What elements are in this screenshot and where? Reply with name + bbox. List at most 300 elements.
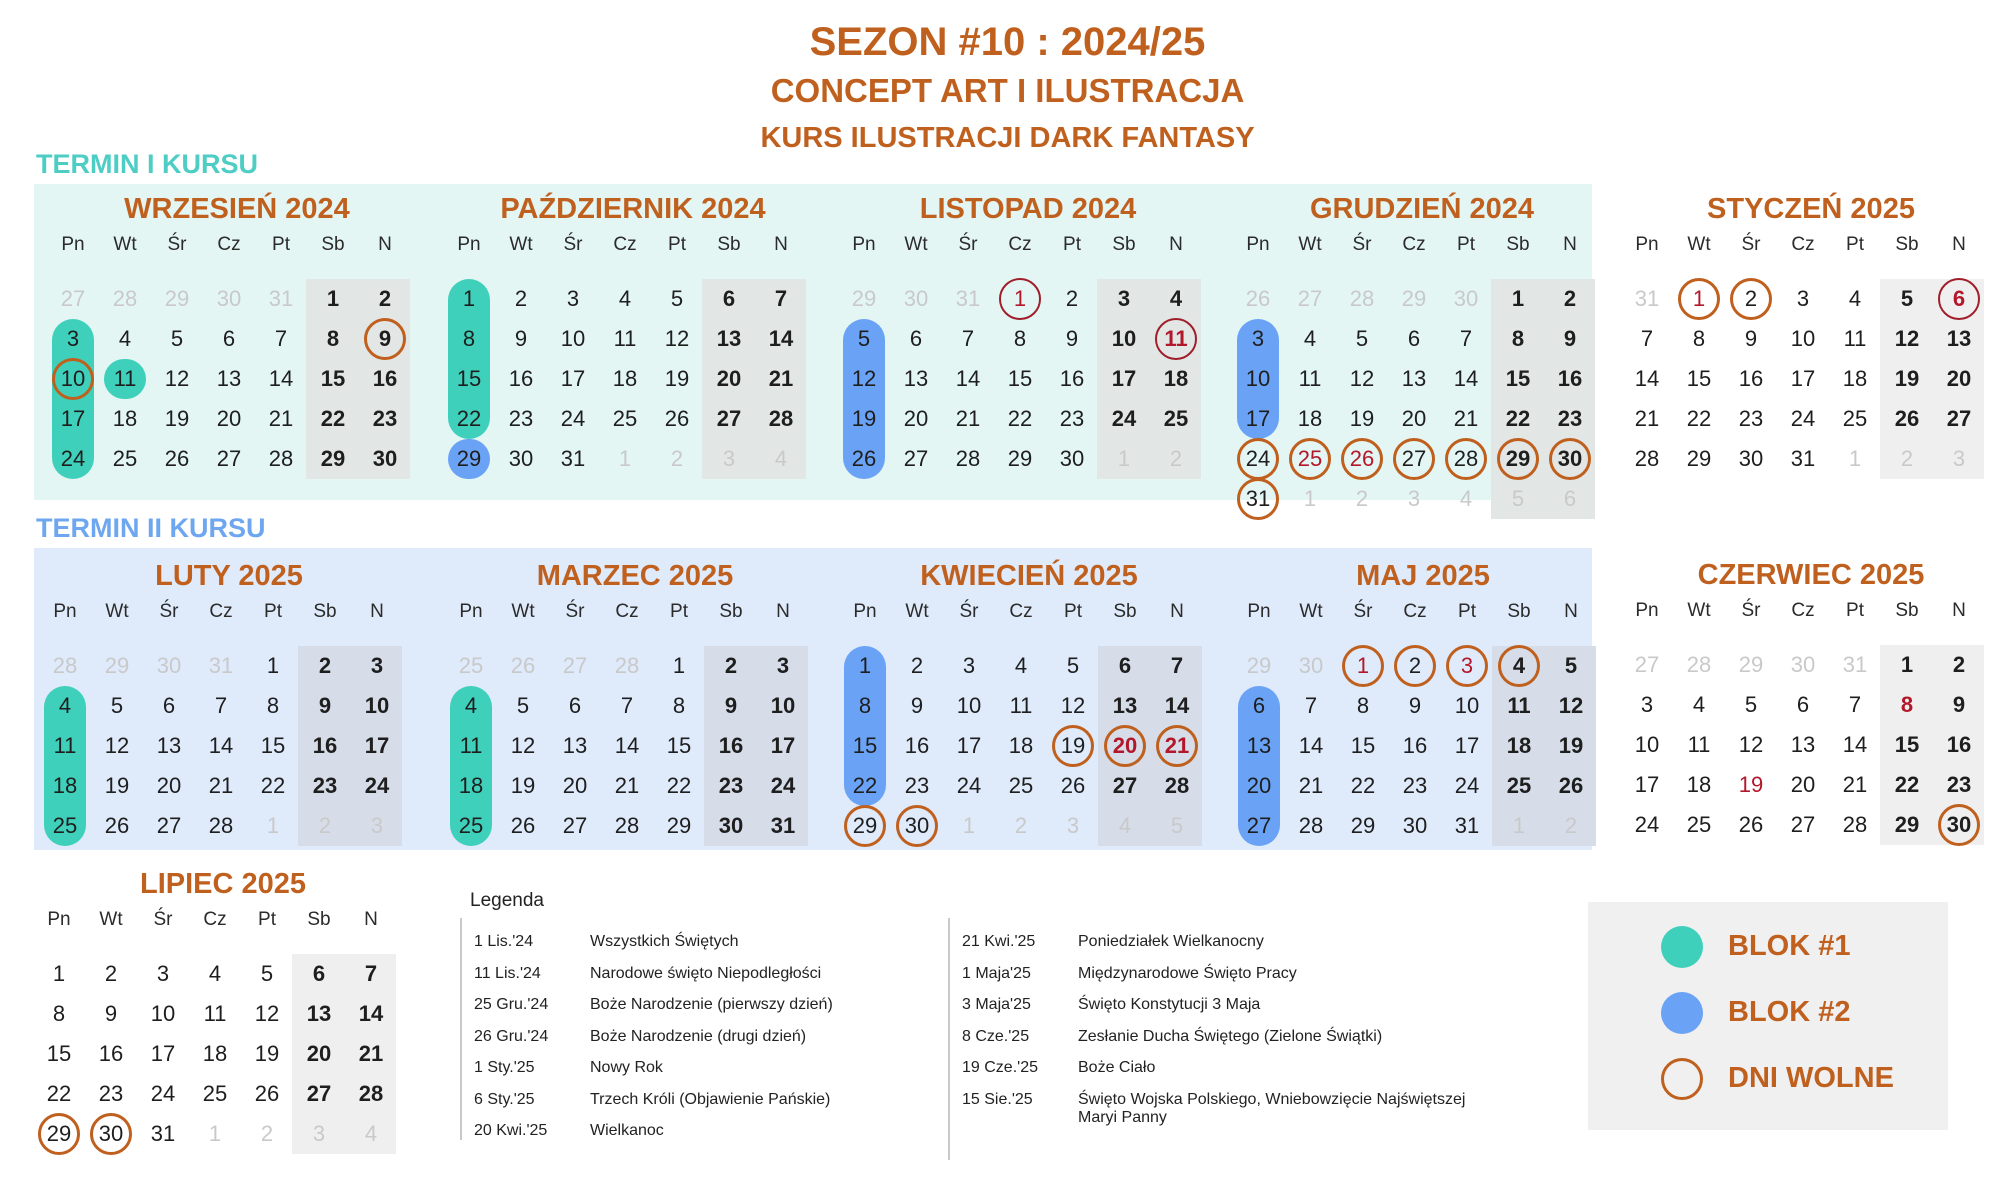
- day-number: 20: [716, 366, 742, 391]
- day-number: 1: [1013, 286, 1027, 311]
- day-number: 20: [1246, 773, 1272, 798]
- day-number: 28: [1164, 773, 1190, 798]
- subtitle: CONCEPT ART I ILUSTRACJA: [770, 72, 1245, 109]
- day-number: 20: [216, 406, 242, 431]
- day-number: 19: [851, 406, 877, 431]
- day-number: 23: [1738, 406, 1764, 431]
- day-outside: 30: [1790, 652, 1816, 677]
- day-number: 5: [260, 961, 274, 986]
- day-number: 26: [1558, 773, 1584, 798]
- day-number: 3: [156, 961, 170, 986]
- day-number: 30: [1402, 813, 1428, 838]
- legend-row: [474, 993, 994, 1017]
- legend-row: [962, 962, 1482, 986]
- day-number: 12: [851, 366, 877, 391]
- day-number: 26: [104, 813, 130, 838]
- weekday-header: Pt: [1846, 234, 1864, 255]
- day-number: 14: [768, 326, 794, 351]
- day-number: 23: [98, 1081, 124, 1106]
- day-number: 6: [568, 693, 582, 718]
- day-number: 18: [1686, 772, 1712, 797]
- free-day-ring: [364, 318, 406, 360]
- day-number: 28: [1842, 812, 1868, 837]
- day-number: 16: [312, 733, 338, 758]
- day-number: 16: [1738, 366, 1764, 391]
- weekday-header: Cz: [1008, 234, 1032, 255]
- course-title: KURS ILUSTRACJI DARK FANTASY: [760, 122, 1255, 154]
- day-number: 14: [955, 366, 981, 391]
- day-number: 4: [1512, 653, 1526, 678]
- day-number: 24: [60, 446, 86, 471]
- weekday-header: Pt: [258, 909, 276, 930]
- free-day-ring: [1393, 438, 1435, 480]
- day-number: 15: [1894, 732, 1920, 757]
- legend-name: Narodowe święto Niepodległości: [590, 964, 822, 982]
- day-number: 30: [372, 446, 398, 471]
- day-number: 21: [208, 773, 234, 798]
- day-number: 5: [1900, 286, 1914, 311]
- day-number: 8: [1013, 326, 1027, 351]
- day-number: 6: [1252, 693, 1266, 718]
- weekday-header: Cz: [615, 601, 639, 622]
- day-number: 3: [1251, 326, 1265, 351]
- legend-row: [962, 993, 1482, 1017]
- day-number: 26: [510, 813, 536, 838]
- day-outside: 1: [1512, 813, 1526, 838]
- day-number: 31: [560, 446, 586, 471]
- free-day-ring: [1342, 645, 1384, 687]
- day-number: 25: [1686, 812, 1712, 837]
- free-day-ring: [896, 805, 938, 847]
- day-number: 29: [456, 446, 482, 471]
- day-number: 10: [150, 1001, 176, 1026]
- day-number: 20: [562, 773, 588, 798]
- legend-date: 3 Maja'25: [962, 996, 1031, 1013]
- day-number: 13: [1401, 366, 1427, 391]
- day-number: 19: [510, 773, 536, 798]
- weekday-header: Śr: [958, 234, 978, 255]
- day-number: 27: [306, 1081, 332, 1106]
- day-number: 20: [156, 773, 182, 798]
- weekday-header: N: [1170, 601, 1184, 622]
- day-number: 6: [1952, 286, 1966, 311]
- day-outside: 26: [1245, 286, 1271, 311]
- weekday-header: Pt: [264, 601, 282, 622]
- day-number: 18: [458, 773, 484, 798]
- day-number: 17: [956, 733, 982, 758]
- day-number: 30: [98, 1121, 124, 1146]
- day-number: 10: [956, 693, 982, 718]
- day-number: 9: [104, 1001, 118, 1026]
- day-number: 18: [1842, 366, 1868, 391]
- day-number: 2: [1744, 286, 1758, 311]
- legend-date: 15 Sie.'25: [962, 1090, 1033, 1108]
- weekday-header: Pn: [852, 234, 876, 255]
- day-outside: 2: [1900, 446, 1914, 471]
- day-number: 11: [1507, 693, 1531, 718]
- legend-name: Zesłanie Ducha Świętego (Zielone Świątki): [1078, 1027, 1383, 1045]
- free-day-ring: [38, 1113, 80, 1155]
- free-day-ring: [1445, 438, 1487, 480]
- day-outside: 27: [1297, 286, 1323, 311]
- weekday-header: Cz: [613, 234, 637, 255]
- weekday-header: Śr: [167, 234, 187, 255]
- day-number: 30: [1738, 446, 1764, 471]
- term2-label: TERMIN II KURSU: [36, 513, 266, 543]
- day-number: 17: [364, 733, 390, 758]
- day-outside: 30: [156, 653, 182, 678]
- day-number: 25: [612, 406, 638, 431]
- day-number: 11: [1843, 326, 1867, 351]
- day-number: 5: [857, 326, 871, 351]
- day-outside: 5: [1170, 813, 1184, 838]
- day-number: 8: [462, 326, 476, 351]
- day-number: 11: [613, 326, 637, 351]
- free-day-ring: [1730, 278, 1772, 320]
- day-number: 23: [1557, 406, 1583, 431]
- holiday-ring: [1155, 318, 1197, 360]
- month-2: [839, 193, 1217, 513]
- month-3: [1233, 193, 1611, 513]
- day-number: 28: [1298, 813, 1324, 838]
- day-outside: 27: [1634, 652, 1660, 677]
- day-number: 16: [98, 1041, 124, 1066]
- day-number: 8: [1511, 326, 1525, 351]
- day-number: 23: [904, 773, 930, 798]
- day-number: 3: [1640, 692, 1654, 717]
- day-number: 13: [1790, 732, 1816, 757]
- weekday-header: Śr: [565, 601, 585, 622]
- day-number: 7: [1640, 326, 1654, 351]
- day-number: 6: [1796, 692, 1810, 717]
- day-number: 3: [1460, 653, 1474, 678]
- day-outside: 28: [1686, 652, 1712, 677]
- day-number: 14: [358, 1001, 384, 1026]
- weekday-header: Sb: [1507, 601, 1531, 622]
- day-number: 23: [718, 773, 744, 798]
- day-number: 27: [1946, 406, 1972, 431]
- day-number: 23: [312, 773, 338, 798]
- weekday-header: Pn: [53, 601, 77, 622]
- legend-name: Święto Konstytucji 3 Maja: [1078, 996, 1261, 1013]
- weekday-header: N: [370, 601, 384, 622]
- day-number: 10: [364, 693, 390, 718]
- weekday-header: N: [1563, 234, 1577, 255]
- legend-row: [474, 1088, 994, 1112]
- day-number: 24: [1634, 812, 1660, 837]
- weekday-header: Wt: [511, 601, 535, 622]
- day-number: 15: [46, 1041, 72, 1066]
- day-number: 4: [1848, 286, 1862, 311]
- day-number: 5: [670, 286, 684, 311]
- legend-name: Wielkanoc: [590, 1122, 664, 1139]
- day-number: 23: [1946, 772, 1972, 797]
- day-number: 21: [1842, 772, 1868, 797]
- day-number: 9: [1408, 693, 1422, 718]
- day-number: 27: [903, 446, 929, 471]
- day-number: 6: [312, 961, 326, 986]
- month-4: [1622, 193, 2000, 513]
- day-number: 9: [1744, 326, 1758, 351]
- weekday-header: Pt: [668, 234, 686, 255]
- legend-name: Boże Ciało: [1078, 1059, 1156, 1076]
- day-outside: 31: [1634, 286, 1660, 311]
- free-day-ring: [52, 358, 94, 400]
- day-outside: 29: [104, 653, 130, 678]
- day-number: 17: [1245, 406, 1271, 431]
- day-outside: 5: [1511, 486, 1525, 511]
- day-number: 21: [1164, 733, 1190, 758]
- day-number: 19: [164, 406, 190, 431]
- day-number: 19: [1738, 772, 1764, 797]
- day-outside: 30: [1453, 286, 1479, 311]
- day-number: 7: [1170, 653, 1184, 678]
- legend-name: Wszystkich Świętych: [590, 933, 739, 950]
- month-title: PAŹDZIERNIK 2024: [500, 193, 766, 225]
- day-number: 24: [1245, 446, 1271, 471]
- day-number: 29: [1894, 812, 1920, 837]
- free-day-ring: [1156, 725, 1198, 767]
- weekday-header: N: [1952, 600, 1966, 621]
- day-number: 11: [1298, 366, 1322, 391]
- day-number: 7: [274, 326, 288, 351]
- day-number: 3: [776, 653, 790, 678]
- day-number: 29: [1007, 446, 1033, 471]
- day-number: 18: [612, 366, 638, 391]
- weekday-header: N: [776, 601, 790, 622]
- day-number: 19: [1349, 406, 1375, 431]
- month-1: [444, 193, 822, 513]
- day-number: 22: [320, 406, 346, 431]
- day-number: 21: [955, 406, 981, 431]
- day-number: 15: [260, 733, 286, 758]
- day-number: 18: [52, 773, 78, 798]
- day-number: 10: [560, 326, 586, 351]
- day-outside: 29: [1246, 653, 1272, 678]
- day-number: 11: [459, 733, 483, 758]
- weekday-header: Śr: [1352, 234, 1372, 255]
- weekday-header: Pn: [1635, 234, 1659, 255]
- day-outside: 3: [1066, 813, 1080, 838]
- day-number: 22: [1505, 406, 1531, 431]
- day-number: 17: [60, 406, 86, 431]
- day-number: 26: [1894, 406, 1920, 431]
- free-day-ring: [1237, 478, 1279, 520]
- day-number: 21: [614, 773, 640, 798]
- day-outside: 2: [1355, 486, 1369, 511]
- month-title: LISTOPAD 2024: [919, 193, 1137, 225]
- day-number: 16: [508, 366, 534, 391]
- day-number: 17: [770, 733, 796, 758]
- day-number: 19: [1894, 366, 1920, 391]
- day-number: 25: [52, 813, 78, 838]
- day-number: 26: [664, 406, 690, 431]
- day-number: 16: [1059, 366, 1085, 391]
- day-number: 8: [1356, 693, 1370, 718]
- day-number: 11: [113, 366, 137, 391]
- day-number: 30: [904, 813, 930, 838]
- day-number: 16: [1946, 732, 1972, 757]
- day-number: 10: [1454, 693, 1480, 718]
- day-number: 14: [1164, 693, 1190, 718]
- weekday-header: Cz: [1791, 234, 1815, 255]
- day-number: 7: [774, 286, 788, 311]
- day-number: 25: [1163, 406, 1189, 431]
- day-number: 28: [1634, 446, 1660, 471]
- day-number: 20: [1790, 772, 1816, 797]
- day-number: 3: [370, 653, 384, 678]
- day-number: 10: [1111, 326, 1137, 351]
- weekday-header: Pn: [1247, 601, 1271, 622]
- day-number: 7: [961, 326, 975, 351]
- day-number: 6: [162, 693, 176, 718]
- weekday-header: Pn: [47, 909, 71, 930]
- day-number: 22: [1007, 406, 1033, 431]
- day-outside: 1: [208, 1121, 222, 1146]
- day-number: 9: [514, 326, 528, 351]
- month-0: [48, 193, 426, 513]
- day-outside: 31: [955, 286, 981, 311]
- day-number: 1: [326, 286, 340, 311]
- day-number: 14: [1634, 366, 1660, 391]
- day-number: 21: [1453, 406, 1479, 431]
- day-number: 11: [203, 1001, 227, 1026]
- legend-date: 19 Cze.'25: [962, 1059, 1038, 1076]
- day-number: 8: [672, 693, 686, 718]
- day-outside: 2: [318, 813, 332, 838]
- day-number: 28: [768, 406, 794, 431]
- free-day-ring: [844, 805, 886, 847]
- day-outside: 30: [216, 286, 242, 311]
- day-number: 12: [164, 366, 190, 391]
- day-number: 25: [1842, 406, 1868, 431]
- legend-date: 20 Kwi.'25: [474, 1122, 548, 1139]
- day-number: 2: [378, 286, 392, 311]
- weekday-header: Pn: [61, 234, 85, 255]
- day-number: 8: [326, 326, 340, 351]
- day-number: 13: [216, 366, 242, 391]
- day-number: 17: [560, 366, 586, 391]
- weekday-header: Cz: [1403, 601, 1427, 622]
- day-number: 3: [1796, 286, 1810, 311]
- free-days-label: DNI WOLNE: [1728, 1062, 1894, 1094]
- day-number: 5: [110, 693, 124, 718]
- day-outside: 3: [1407, 486, 1421, 511]
- day-number: 10: [1245, 366, 1271, 391]
- day-number: 24: [560, 406, 586, 431]
- weekday-header: Pt: [1064, 601, 1082, 622]
- day-number: 31: [1454, 813, 1480, 838]
- day-number: 1: [1692, 286, 1706, 311]
- day-number: 9: [724, 693, 738, 718]
- day-number: 13: [716, 326, 742, 351]
- day-number: 22: [852, 773, 878, 798]
- day-number: 30: [1946, 812, 1972, 837]
- day-number: 24: [1111, 406, 1137, 431]
- day-number: 26: [1060, 773, 1086, 798]
- weekday-header: Cz: [1009, 601, 1033, 622]
- day-number: 8: [1900, 692, 1914, 717]
- month-title: MAJ 2025: [1356, 560, 1490, 592]
- legend-row: [474, 1056, 994, 1080]
- day-number: 29: [666, 813, 692, 838]
- legend-row: [962, 930, 1482, 954]
- day-number: 28: [208, 813, 234, 838]
- day-outside: 4: [1118, 813, 1132, 838]
- day-number: 2: [1952, 652, 1966, 677]
- day-outside: 29: [1401, 286, 1427, 311]
- legend-name: Trzech Króli (Objawienie Pańskie): [590, 1090, 831, 1108]
- day-outside: 31: [268, 286, 294, 311]
- day-number: 26: [851, 446, 877, 471]
- legend-divider-left: [460, 918, 462, 1140]
- day-number: 15: [852, 733, 878, 758]
- day-number: 23: [372, 406, 398, 431]
- weekday-header: Pt: [1458, 601, 1476, 622]
- day-outside: 4: [1459, 486, 1473, 511]
- day-outside: 30: [903, 286, 929, 311]
- day-outside: 1: [266, 813, 280, 838]
- day-number: 27: [1790, 812, 1816, 837]
- month-8: [1234, 560, 1612, 880]
- day-number: 2: [1563, 286, 1577, 311]
- day-number: 18: [1008, 733, 1034, 758]
- day-outside: 28: [614, 653, 640, 678]
- month-title: MARZEC 2025: [536, 560, 734, 592]
- day-number: 21: [268, 406, 294, 431]
- weekday-header: Wt: [905, 601, 929, 622]
- legend-name: Nowy Rok: [590, 1059, 663, 1076]
- day-number: 16: [718, 733, 744, 758]
- weekday-header: Śr: [563, 234, 583, 255]
- day-number: 28: [1453, 446, 1479, 471]
- weekday-header: Wt: [105, 601, 129, 622]
- day-outside: 27: [562, 653, 588, 678]
- day-outside: 1: [962, 813, 976, 838]
- free-day-ring-icon: [1661, 1058, 1703, 1100]
- day-number: 2: [318, 653, 332, 678]
- day-number: 1: [1900, 652, 1914, 677]
- day-number: 20: [1112, 733, 1138, 758]
- legend-name: Boże Narodzenie (drugi dzień): [590, 1027, 807, 1045]
- day-number: 4: [1692, 692, 1706, 717]
- day-number: 18: [1297, 406, 1323, 431]
- free-day-ring: [1938, 804, 1980, 846]
- day-number: 1: [672, 653, 686, 678]
- day-number: 4: [618, 286, 632, 311]
- day-outside: 2: [1169, 446, 1183, 471]
- legend-date: 25 Gru.'24: [474, 996, 549, 1013]
- day-number: 24: [770, 773, 796, 798]
- day-outside: 3: [312, 1121, 326, 1146]
- day-number: 17: [1454, 733, 1480, 758]
- weekday-header: Sb: [1112, 234, 1136, 255]
- free-day-ring: [1678, 278, 1720, 320]
- free-day-ring: [90, 1113, 132, 1155]
- day-number: 6: [1407, 326, 1421, 351]
- day-outside: 3: [370, 813, 384, 838]
- legend-name: Boże Narodzenie (pierwszy dzień): [590, 996, 833, 1013]
- day-number: 1: [1511, 286, 1525, 311]
- day-number: 12: [1349, 366, 1375, 391]
- weekday-header: Śr: [1353, 601, 1373, 622]
- weekday-header: Sb: [321, 234, 345, 255]
- weekday-header: Pt: [1846, 600, 1864, 621]
- day-number: 29: [1686, 446, 1712, 471]
- day-number: 29: [1350, 813, 1376, 838]
- day-number: 3: [1117, 286, 1131, 311]
- month-7: [840, 560, 1218, 880]
